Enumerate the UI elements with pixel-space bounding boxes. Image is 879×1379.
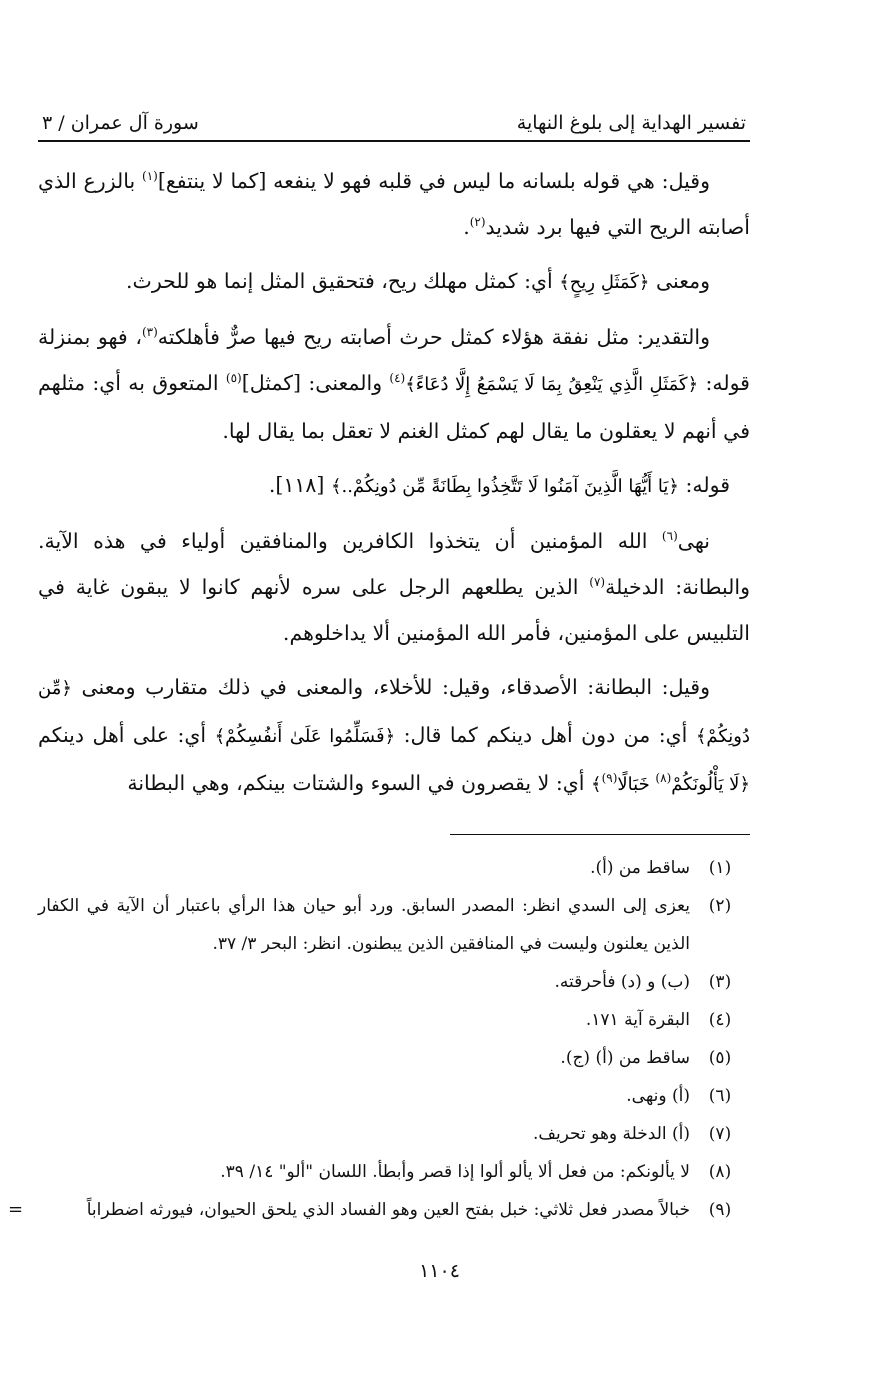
paragraph: نهى$^{(٦)}$ الله المؤمنين أن يتخذوا الكافرين والمنافقين أولياء في هذه الآية. والبطانة: الدخيلة$^{(٧)}$ الذين يطلعهم الرجل على سره لأنهم كانوا لا يبقون غاية في التلبيس على المؤمنين، فأمر الله المؤمنين ألا يداخلوهم. (38, 529, 750, 645)
footnote-item (8, 1191, 750, 1229)
footnote-ref: (٥) (225, 371, 242, 386)
footnote-item (38, 1039, 750, 1077)
footnote-ref: (٣) (141, 325, 158, 340)
quran-quote: ﴿مِّن دُونِكُمْ﴾ (38, 678, 750, 747)
footnotes (8, 849, 750, 1229)
footnote-number: (٤) (708, 1010, 732, 1030)
book-page (8, 92, 750, 1229)
footnote-text: ساقط من (أ) (ج). (560, 1048, 690, 1068)
footnote-number: (٨) (708, 1162, 732, 1182)
surah-section: سورة آل عمران / ٣ (42, 112, 199, 134)
footnote-number: (٦) (708, 1086, 732, 1106)
quran-quote: خَبَالًا (617, 774, 656, 795)
footnote-item (38, 1001, 750, 1039)
quran-quote: ﴿فَسَلِّمُوا عَلَىٰ أَنفُسِكُمْ﴾ (214, 726, 396, 747)
quran-quote: ﴾ (591, 774, 602, 795)
footnote-number: (٣) (708, 972, 732, 992)
main-text (38, 158, 750, 808)
quran-quote: ﴿لَا يَأْلُونَكُمْ (671, 774, 750, 795)
quran-quote: ﴿يَا أَيُّهَا الَّذِينَ آمَنُوا لَا تَتَّخِذُوا بِطَانَةً مِّن دُونِكُمْ..﴾ (330, 476, 679, 497)
footnote-item (38, 1077, 750, 1115)
footnote-text: ساقط من (أ). (590, 858, 690, 878)
footnote-text: البقرة آية ١٧١. (585, 1010, 690, 1030)
book-title: تفسير الهداية إلى بلوغ النهاية (516, 112, 746, 134)
footnote-item (38, 1153, 750, 1191)
footnote-ref: (٢) (469, 215, 486, 230)
footnote-text: (أ) ونهى. (626, 1086, 690, 1106)
footnote-item (38, 1115, 750, 1153)
footnote-number: (٥) (708, 1048, 732, 1068)
quran-quote: ﴿كَمَثَلِ رِيحٍ﴾ (559, 272, 650, 293)
footnote-text: لا يألونكم: من فعل ألا يألو ألوا إذا قصر وأبطأ. اللسان "ألو" ١٤/ ٣٩. (220, 1162, 690, 1182)
quran-quote: ﴿كَمَثَلِ الَّذِي يَنْعِقُ بِمَا لَا يَسْمَعُ إِلَّا دُعَاءً﴾ (405, 374, 699, 395)
footnote-item (38, 849, 750, 887)
footnote-text: يعزى إلى السدي انظر: المصدر السابق. ورد أبو حيان هذا الرأي باعتبار أن الآية في الكفار الذين يعلنون وليست في المنافقين الذين يبطنون. انظر: البحر ٣/ ٣٧. (38, 896, 690, 954)
footnote-ref: (٤) (389, 371, 406, 386)
paragraph: ومعنى ﴿كَمَثَلِ رِيحٍ﴾ أي: كمثل مهلك ريح، فتحقيق المثل إنما هو للحرث. (126, 269, 710, 293)
paragraph: والتقدير: مثل نفقة هؤلاء كمثل حرث أصابته ريح فيها صرٌّ فأهلكته$^{(٣)}$، فهو بمنزلة قوله: ﴿كَمَثَلِ الَّذِي يَنْعِقُ بِمَا لَا يَسْمَعُ إِلَّا دُعَاءً﴾$^{(٤)}$ والمعنى: [كمثل]$^{(٥)}$ المتعوق به أي: مثلهم في أنهم لا يعقلون ما يقال لهم كمثل الغنم لا تعقل بما يقال لها. (38, 325, 750, 443)
footnote-number: (٢) (708, 896, 732, 916)
footnote-number: (١) (708, 858, 732, 878)
footnote-item (38, 887, 750, 963)
footnote-separator (450, 834, 750, 835)
footnote-ref: (٩) (601, 771, 618, 786)
continuation-mark: = (8, 1199, 24, 1220)
footnote-number: (٧) (708, 1124, 732, 1144)
footnote-ref: (٦) (661, 529, 678, 544)
paragraph: وقيل: البطانة: الأصدقاء، وقيل: للأخلاء، والمعنى في ذلك متقارب ومعنى ﴿مِّن دُونِكُمْ﴾ أي: من دون أهل دينكم كما قال: ﴿فَسَلِّمُوا عَلَىٰ أَنفُسِكُمْ﴾ أي: على أهل دينكم ﴿لَا يَأْلُونَكُمْ$^{(٨)}$ خَبَالًا$^{(٩)}$﴾ أي: لا يقصرون في السوء والشتات بينكم، وهي البطانة (38, 675, 750, 795)
footnote-ref: (٧) (589, 575, 606, 590)
paragraph: وقيل: هي قوله بلسانه ما ليس في قلبه فهو لا ينفعه [كما لا ينتفع]$^{(١)}$ بالزرع الذي أصابته الريح التي فيها برد شديد$^{(٢)}$. (38, 169, 750, 239)
footnote-number: (٩) (708, 1200, 732, 1220)
footnote-text: (ب) و (د) فأحرقته. (554, 972, 690, 992)
footnote-ref: (١) (142, 169, 158, 184)
footnote-ref: (٨) (655, 771, 672, 786)
verse-heading: قوله: ﴿يَا أَيُّهَا الَّذِينَ آمَنُوا لَا تَتَّخِذُوا بِطَانَةً مِّن دُونِكُمْ..﴾ [١١٨]. (268, 473, 730, 497)
footnote-item (38, 963, 750, 1001)
running-head (38, 92, 750, 142)
footnote-text: (أ) الدخلة وهو تحريف. (532, 1124, 690, 1144)
footnote-text: خبالاً مصدر فعل ثلاثي: خبل بفتح العين وهو الفساد الذي يلحق الحيوان، فيورثه اضطراباً (86, 1200, 690, 1220)
page-number: ١١٠٤ (419, 1260, 460, 1282)
